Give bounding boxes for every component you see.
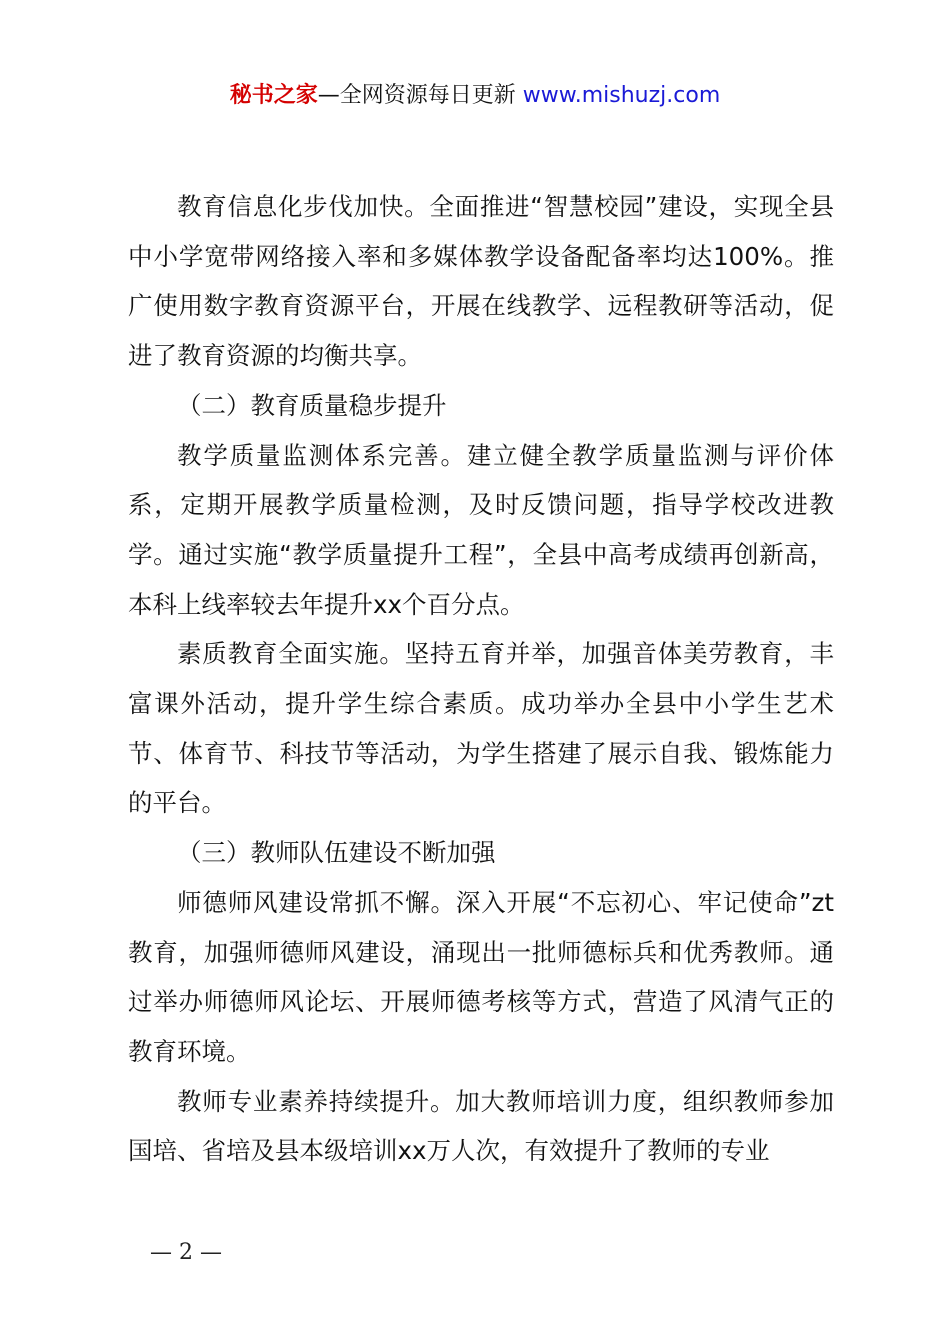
brand-name: 秘书之家 bbox=[229, 83, 318, 108]
paragraph-teacher-training: 教师专业素养持续提升。加大教师培训力度，组织教师参加国培、省培及县本级培训xx万人次，有效提升了教师的专业 bbox=[128, 1086, 834, 1166]
paragraph-quality-monitoring: 教学质量监测体系完善。建立健全教学质量监测与评价体系，定期开展教学质量检测，及时反馈问题，指导学校改进教学。通过实施“教学质量提升工程”，全县中高考成绩再创新高，本科上线率较去年提升xx个百分点。 bbox=[128, 440, 834, 619]
page-number: — 2 — bbox=[150, 1240, 222, 1265]
header-url[interactable]: www.mishuzj.com bbox=[522, 83, 721, 108]
section-heading-teachers: （三）教师队伍建设不断加强 bbox=[177, 838, 496, 868]
section-heading-quality: （二）教育质量稳步提升 bbox=[177, 390, 447, 420]
document-body bbox=[128, 182, 834, 1176]
header-tagline: —全网资源每日更新 bbox=[317, 83, 516, 108]
paragraph-quality-education: 素质教育全面实施。坚持五育并举，加强音体美劳教育，丰富课外活动，提升学生综合素质。成功举办全县中小学生艺术节、体育节、科技节等活动，为学生搭建了展示自我、锻炼能力的平台。 bbox=[128, 639, 834, 818]
paragraph-teacher-ethics: 师德师风建设常抓不懈。深入开展“不忘初心、牢记使命”zt教育，加强师德师风建设，涌现出一批师德标兵和优秀教师。通过举办师德师风论坛、开展师德考核等方式，营造了风清气正的教育环境。 bbox=[128, 887, 834, 1066]
site-header bbox=[0, 80, 950, 112]
paragraph-education-informatization: 教育信息化步伐加快。全面推进“智慧校园”建设，实现全县中小学宽带网络接入率和多媒体教学设备配备率均达100%。推广使用数字教育资源平台，开展在线教学、远程教研等活动，促进了教育资源的均衡共享。 bbox=[128, 192, 834, 371]
